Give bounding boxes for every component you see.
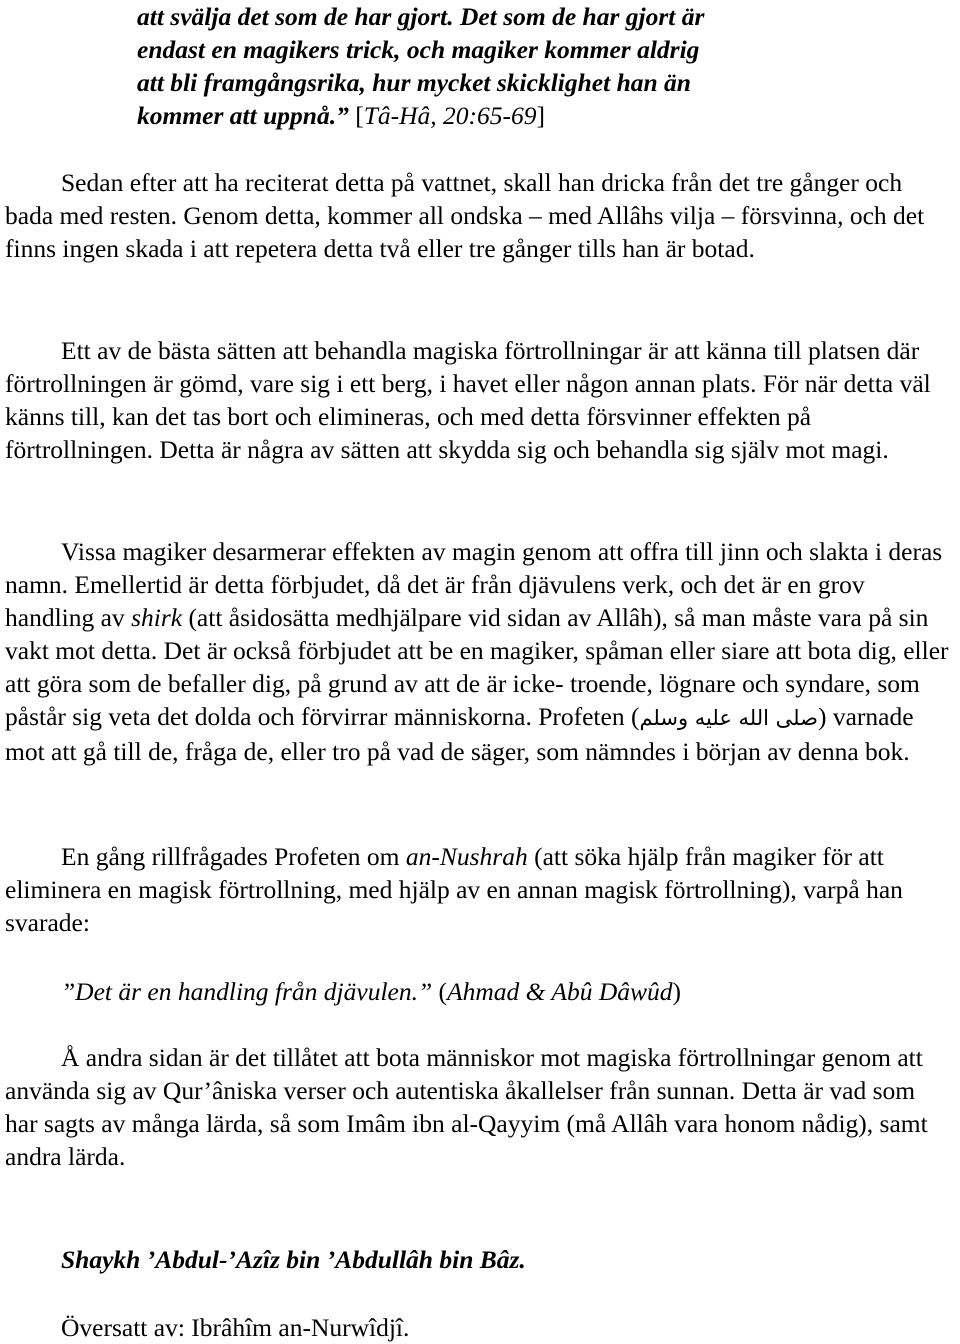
translator-credit: Översatt av: Ibrâhîm an-Nurwîdjî. (61, 1313, 410, 1342)
shirk-term: shirk (131, 603, 183, 632)
paragraph-5: Å andra sidan är det tillåtet att bota människor mot magiska förtrollningar genom att använda sig av Qur’âniska verser och autentiska åkallelser från sunnan. Detta är vad som har sagts av många lärda, så som Imâm ibn al-Qayyim (må Allâh vara honom nådig), samt andra lärda. (5, 1043, 928, 1171)
nushrah-term: an-Nushrah (405, 842, 528, 871)
author-signature: Shaykh ’Abdul-’Azîz bin ’Abdullâh bin Bâz. (61, 1245, 526, 1274)
quote-reference-text: Tâ-Hâ, 20:65-69 (363, 101, 537, 130)
paragraph-3-part-a: Vissa magiker desarmerar effekten av magin genom att offra till jinn och slakta i deras namn. Emellertid är detta förbjudet, då det är från djävulens verk, och det är en grov handling av (5, 537, 943, 632)
quote-line-1: att svälja det som de har gjort. Det som de har gjort är (137, 2, 705, 31)
paragraph-3-part-b: (att åsidosätta medhjälpare vid sidan av Allâh), så man måste vara på sin vakt mot detta. Det är också förbjudet att be en magiker, spåman eller siare att bota dig, eller att göra som de befaller dig, på grund av att de är icke- troende, lögnare och syndare, som påstår sig veta det dolda och förvirrar människorna. Profeten ( (5, 603, 949, 731)
salutation-arabic: صلى الله عليه وسلم (639, 706, 818, 730)
quote-block (137, 0, 937, 132)
paragraph-3-part-c: ) varnade mot att gå till de, fråga de, eller tro på vad de säger, som nämndes i början av denna bok. (5, 702, 914, 766)
hadith-source-open: ( (432, 977, 448, 1006)
quote-line-2: endast en magikers trick, och magiker kommer aldrig (137, 35, 700, 64)
hadith-text: ”Det är en handling från djävulen.” (61, 977, 433, 1006)
paragraph-2: Ett av de bästa sätten att behandla magiska förtrollningar är att känna till platsen där förtrollningen är gömd, vare sig i ett berg, i havet eller någon annan plats. För när detta väl känns till, kan det tas bort och elimineras, och med detta försvinner effekten på förtrollningen. Detta är några av sätten att skydda sig och behandla sig själv mot magi. (5, 336, 931, 464)
paragraph-4-part-b: (att söka hjälp från magiker för att eliminera en magisk förtrollning, med hjälp av en annan magisk förtrollning), varpå han svarade: (5, 842, 903, 937)
hadith-source-close: ) (672, 977, 682, 1006)
quote-line-4 (137, 99, 937, 132)
paragraph-1: Sedan efter att ha reciterat detta på vattnet, skall han dricka från det tre gånger och bada med resten. Genom detta, kommer all ondska – med Allâhs vilja – försvinna, och det finns ingen skada i att repetera detta två eller tre gånger tills han är botad. (5, 168, 925, 263)
paragraph-4-part-a: En gång rillfrågades Profeten om (61, 842, 406, 871)
hadith-quote (61, 975, 951, 1008)
quote-line-4-text: kommer att uppnå.” (137, 101, 349, 130)
paragraph-4 (5, 840, 951, 939)
quote-reference: [Tâ-Hâ, 20:65-69] (355, 101, 546, 130)
paragraph-3 (5, 535, 951, 768)
quote-line-3: att bli framgångsrika, hur mycket skicklighet han än (137, 68, 691, 97)
hadith-source: Ahmad & Abû Dâwûd (447, 977, 673, 1006)
